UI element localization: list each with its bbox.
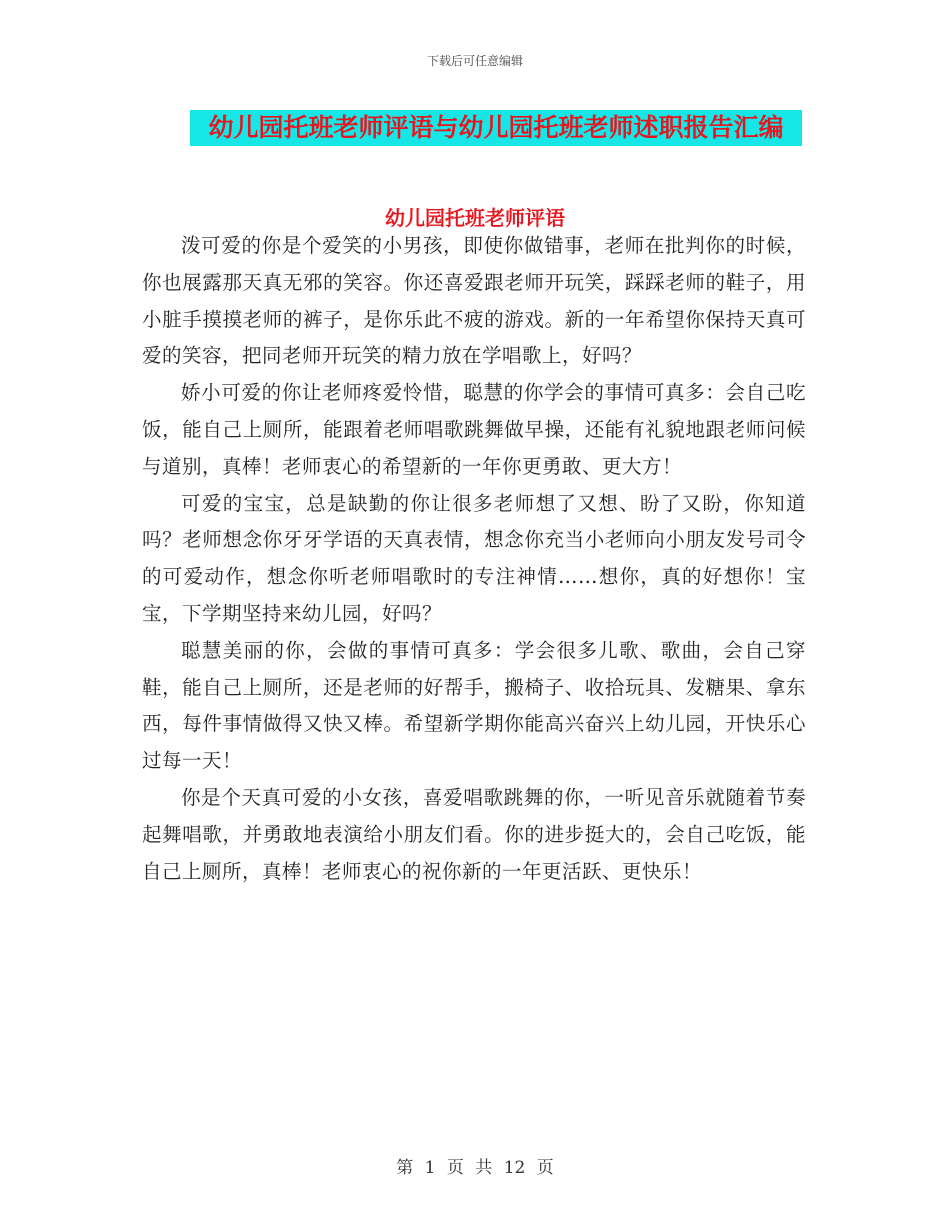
section-title: 幼儿园托班老师评语: [385, 206, 565, 230]
paragraph: 可爱的宝宝，总是缺勤的你让很多老师想了又想、盼了又盼，你知道吗？老师想念你牙牙学语的天真表情，想念你充当小老师向小朋友发号司令的可爱动作，想念你听老师唱歌时的专注神情……想你，真的好想你！宝宝，下学期坚持来幼儿园，好吗？: [142, 491, 806, 625]
document-title: 幼儿园托班老师评语与幼儿园托班老师述职报告汇编: [190, 110, 802, 146]
paragraph: 泼可爱的你是个爱笑的小男孩，即使你做错事，老师在批判你的时候，你也展露那天真无邪的笑容。你还喜爱跟老师开玩笑，踩踩老师的鞋子，用小脏手摸摸老师的裤子，是你乐此不疲的游戏。新的一年希望你保持天真可爱的笑容，把同老师开玩笑的精力放在学唱歌上，好吗？: [142, 234, 806, 368]
header-note: 下载后可任意编辑: [426, 54, 523, 68]
paragraph: 聪慧美丽的你，会做的事情可真多：学会很多儿歌、歌曲，会自己穿鞋，能自己上厕所，还是老师的好帮手，搬椅子、收拾玩具、发糖果、拿东西，每件事情做得又快又棒。希望新学期你能高兴奋兴上幼儿园，开快乐心过每一天！: [142, 638, 806, 773]
document-body: [142, 228, 806, 890]
paragraph: 你是个天真可爱的小女孩，喜爱唱歌跳舞的你，一听见音乐就随着节奏起舞唱歌，并勇敢地表演给小朋友们看。你的进步挺大的，会自己吃饭，能自己上厕所，真棒！老师衷心的祝你新的一年更活跃、更快乐！: [142, 785, 806, 883]
paragraph: 娇小可爱的你让老师疼爱怜惜，聪慧的你学会的事情可真多：会自己吃饭，能自己上厕所，能跟着老师唱歌跳舞做早操，还能有礼貌地跟老师问候与道别，真棒！老师衷心的希望新的一年你更勇敢、更大方！: [142, 381, 806, 478]
page-number-footer: 第 1 页 共 12 页: [396, 1158, 554, 1178]
